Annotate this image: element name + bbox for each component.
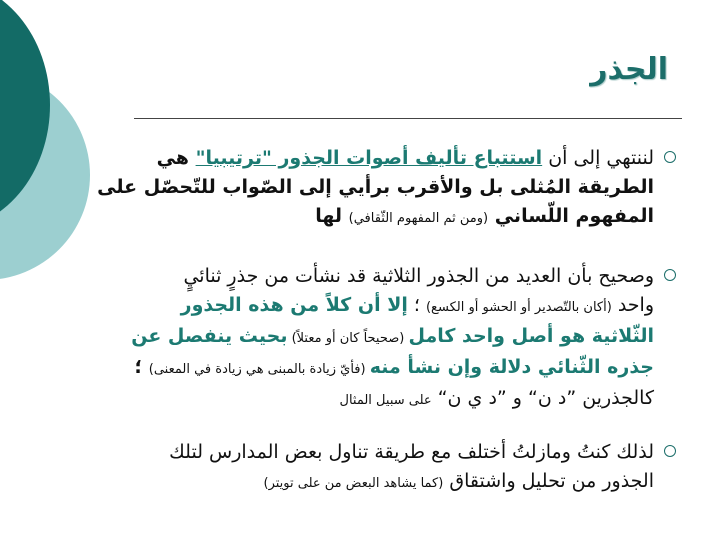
- bullet-2-line-1: وصحيح بأن العديد من الجذور الثلاثية قد نشأت من جذرٍ ثنائيٍ: [183, 265, 654, 287]
- text: الجذور من تحليل واشتقاق: [443, 470, 654, 492]
- bullet-1: [97, 144, 654, 233]
- hollow-circle-bullet-icon: [664, 445, 676, 457]
- bullet-2: [131, 262, 654, 415]
- title-divider: [134, 118, 682, 119]
- highlighted-phrase: الثّلاثية هو أصل واحد كامل: [408, 325, 654, 347]
- aside-note: (فأيّ زيادة بالمبنى هي زيادة في المعنى): [148, 362, 370, 377]
- text: ؛: [407, 294, 426, 316]
- text: ؛: [134, 356, 149, 378]
- bullet-1-line-2: الطريقة المُثلى بل والأقرب برأيي إلى الصّواب للتّحصّل على: [97, 176, 654, 198]
- text: هي: [156, 147, 196, 169]
- aside-note: على سبيل المثال: [339, 393, 432, 408]
- bullet-2-line-4: [131, 353, 654, 384]
- aside-note: (صحيحاً كان أو معتلاً): [287, 331, 409, 346]
- highlighted-phrase: جذره الثّنائي دلالة وإن نشأ منه: [369, 356, 654, 378]
- bullet-2-line-3: [131, 322, 654, 353]
- highlighted-phrase: إلا أن كلاً من هذه الجذور: [180, 294, 408, 316]
- text: كالجذرين ”د ن“ و ”د ي ن“: [431, 387, 654, 409]
- bullet-3-line-1: لذلك كنتُ ومازلتُ أختلف مع طريقة تناول بعض المدارس لتلك: [169, 441, 654, 463]
- text: لننتهي إلى أن: [542, 147, 654, 169]
- hollow-circle-bullet-icon: [664, 269, 676, 281]
- text: المفهوم اللّساني: [488, 205, 654, 227]
- bullet-2-line-2: [131, 291, 654, 322]
- bullet-1-line-1: [97, 144, 654, 173]
- hollow-circle-bullet-icon: [664, 151, 676, 163]
- bullet-3: [169, 438, 654, 498]
- bullet-3-line-2: [169, 467, 654, 498]
- text: واحد: [611, 294, 654, 316]
- highlighted-phrase: استتباع تأليف أصوات الجذور "ترتيبيا": [195, 147, 543, 169]
- aside-note: (أكان بالتّصدير أو الحشو أو الكسع): [425, 300, 612, 315]
- text: لها: [315, 205, 349, 227]
- bullet-1-line-3: [97, 202, 654, 233]
- aside-note: (ومن ثم المفهوم الثّقافي): [348, 211, 489, 226]
- bullet-2-line-5: [131, 384, 654, 415]
- slide-title: الجذر: [590, 52, 668, 87]
- aside-note: (كما يشاهد البعض من على تويتر): [263, 476, 444, 491]
- highlighted-phrase: بحيث ينفصل عن: [131, 325, 288, 347]
